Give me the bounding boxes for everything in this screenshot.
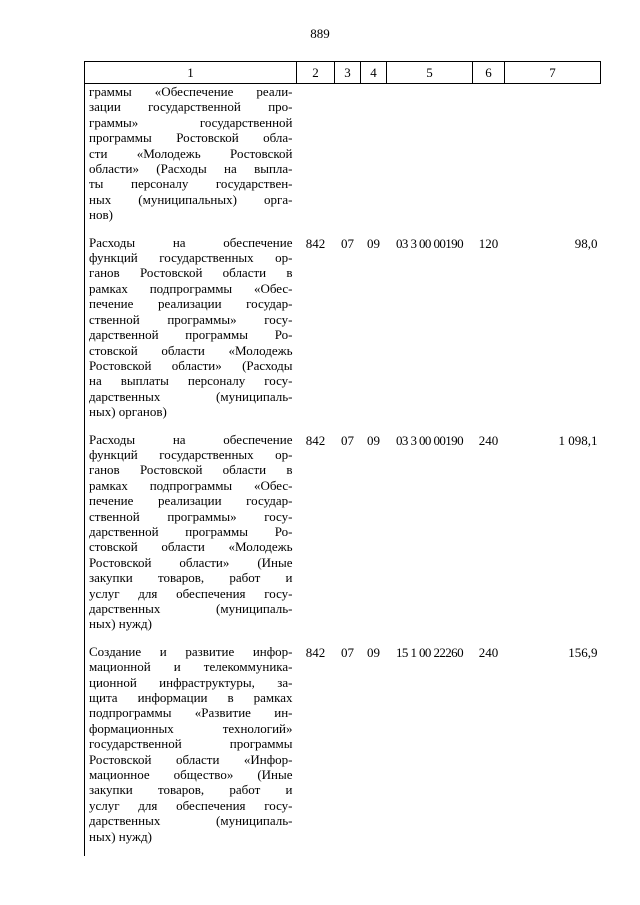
- budget-admin-code: 842: [305, 644, 326, 660]
- table-row: [85, 235, 601, 432]
- budget-table: [84, 61, 601, 856]
- amount-value: [505, 84, 601, 235]
- description-line: граммы «Обеспечение реали-: [89, 84, 293, 99]
- description-line: ственной программы» госу-: [89, 311, 293, 327]
- description-line: закупки товаров, работ и: [89, 570, 293, 586]
- description-line: рамках подпрограммы «Обес-: [89, 280, 293, 296]
- description-line: граммы» государственной: [89, 114, 293, 130]
- description-line: подпрограммы «Развитие ин-: [89, 705, 293, 721]
- description-line: формационных технологий»: [89, 720, 293, 736]
- expense-type-code: [473, 84, 505, 235]
- description-line: ты персоналу государствен-: [89, 176, 293, 192]
- description-line: щита информации в рамках: [89, 690, 293, 706]
- column-header-5: 5: [387, 62, 473, 84]
- target-article-code: [387, 84, 473, 235]
- description-line: дарственных (муниципаль-: [89, 388, 293, 404]
- expense-type-code: 240: [478, 432, 499, 448]
- description-line: ционной инфраструктуры, за-: [89, 674, 293, 690]
- description-line: ных) органов): [89, 404, 167, 420]
- target-article-code: 15 1 00 22260: [396, 644, 463, 660]
- row-description: [85, 235, 297, 432]
- description-line: дарственной программы Ро-: [89, 523, 293, 539]
- description-line: Расходы на обеспечение: [89, 431, 293, 447]
- column-header-4: 4: [361, 62, 387, 84]
- table-header-row: [85, 62, 601, 84]
- section-code: 07: [341, 432, 354, 448]
- description-line: закупки товаров, работ и: [89, 782, 293, 798]
- description-line: функций государственных ор-: [89, 250, 293, 266]
- description-line: Создание и развитие инфор-: [89, 643, 293, 659]
- description-line: Ростовской области» (Расходы: [89, 357, 293, 373]
- column-header-7: 7: [505, 62, 601, 84]
- section-code: [335, 84, 361, 235]
- section-code: 07: [341, 644, 354, 660]
- page-number: 889: [310, 26, 330, 41]
- description-line: сти «Молодежь Ростовской: [89, 145, 293, 161]
- amount-value: 156,9: [568, 644, 598, 660]
- amount-value: 1 098,1: [558, 432, 598, 448]
- description-line: Ростовской области» (Иные: [89, 554, 293, 570]
- expense-type-code: 240: [478, 644, 499, 660]
- row-description: [85, 84, 297, 235]
- description-line: мационной и телекоммуника-: [89, 659, 293, 675]
- description-line: стовской области «Молодежь: [89, 539, 293, 555]
- table-body: [85, 84, 601, 857]
- subsection-code: 09: [367, 432, 380, 448]
- subsection-code: 09: [367, 235, 380, 251]
- description-line: функций государственных ор-: [89, 446, 293, 462]
- table-row: [85, 432, 601, 644]
- description-line: дарственных (муниципаль-: [89, 601, 293, 616]
- column-header-2: 2: [297, 62, 335, 84]
- description-line: дарственной программы Ро-: [89, 327, 293, 343]
- description-line: печение реализации государ-: [89, 493, 293, 509]
- description-line: ганов Ростовской области в: [89, 462, 293, 478]
- row-description: [85, 432, 297, 644]
- description-line: ных (муниципальных) орга-: [89, 191, 293, 207]
- description-line: нов): [89, 207, 113, 223]
- description-line: печение реализации государ-: [89, 296, 293, 312]
- description-line: области» (Расходы на выпла-: [89, 161, 293, 177]
- description-line: программы Ростовской обла-: [89, 130, 293, 146]
- target-article-code: 03 3 00 00190: [396, 432, 463, 448]
- expense-type-code: 120: [478, 235, 499, 251]
- description-line: Ростовской области «Инфор-: [89, 751, 293, 767]
- table-row: [85, 644, 601, 856]
- subsection-code: [361, 84, 387, 235]
- description-line: на выплаты персоналу госу-: [89, 373, 293, 389]
- description-line: ных) нужд): [89, 616, 152, 632]
- description-line: услуг для обеспечения госу-: [89, 585, 293, 601]
- table-row: [85, 84, 601, 235]
- description-line: мационное общество» (Иные: [89, 767, 293, 783]
- subsection-code: 09: [367, 644, 380, 660]
- column-header-6: 6: [473, 62, 505, 84]
- description-line: рамках подпрограммы «Обес-: [89, 477, 293, 493]
- row-description: [85, 644, 297, 856]
- description-line: государственной программы: [89, 736, 293, 752]
- description-line: ственной программы» госу-: [89, 508, 293, 524]
- column-header-3: 3: [335, 62, 361, 84]
- amount-value: 98,0: [574, 235, 598, 251]
- description-line: зации государственной про-: [89, 99, 293, 115]
- description-line: услуг для обеспечения госу-: [89, 797, 293, 813]
- description-line: дарственных (муниципаль-: [89, 813, 293, 829]
- column-header-1: 1: [85, 62, 297, 84]
- target-article-code: 03 3 00 00190: [396, 235, 463, 251]
- budget-admin-code: 842: [305, 235, 326, 251]
- description-line: ганов Ростовской области в: [89, 265, 293, 281]
- description-line: стовской области «Молодежь: [89, 342, 293, 358]
- description-line: ных) нужд): [89, 828, 152, 844]
- description-line: Расходы на обеспечение: [89, 234, 293, 250]
- section-code: 07: [341, 235, 354, 251]
- budget-admin-code: 842: [305, 432, 326, 448]
- budget-admin-code: [297, 84, 335, 235]
